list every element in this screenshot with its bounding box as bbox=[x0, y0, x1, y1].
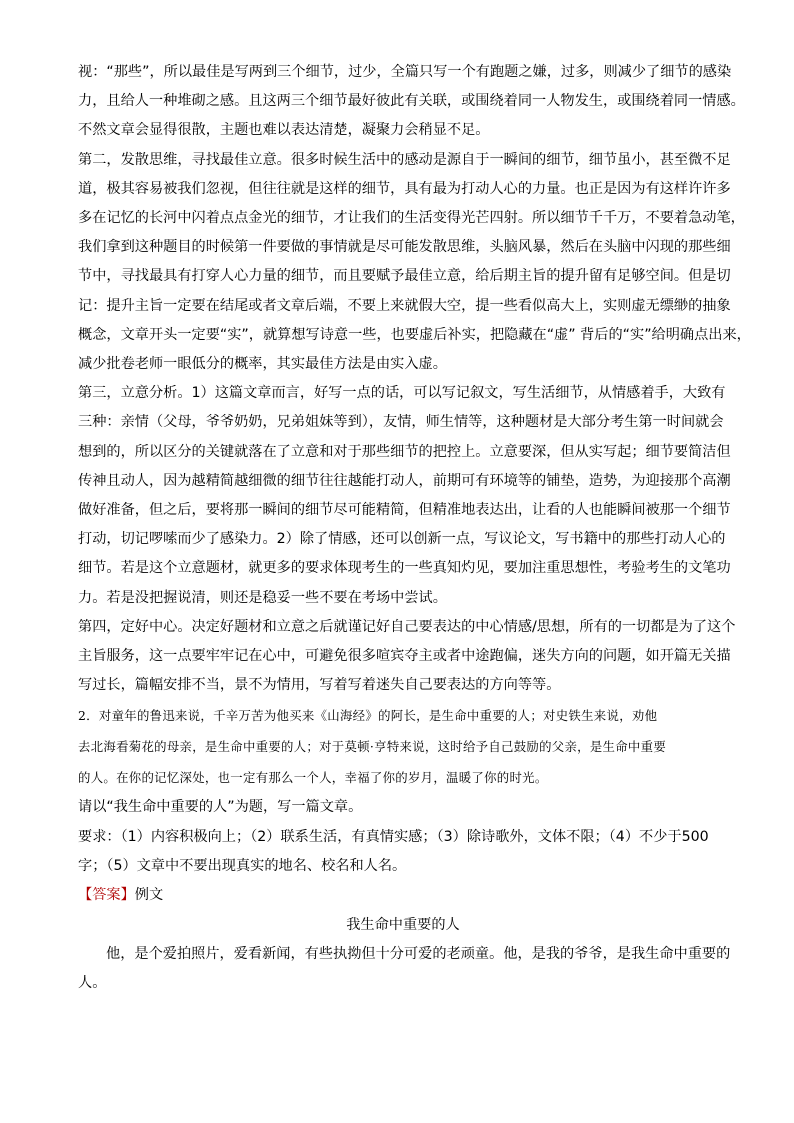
paragraph-detail-count bbox=[78, 58, 745, 146]
text-line: 打动，切记啰嗦而少了感染力。2）除了情感，还可以创新一点，写议论文，写书籍中的那些打动人心的 bbox=[78, 531, 726, 548]
text-line: 主旨服务，这一点要牢牢记在心中，可避免很多喧宾夺主或者中途跑偏，迷失方向的问题，如开篇无关描 bbox=[78, 648, 731, 665]
text-line: 道，极其容易被我们忽视，但往往就是这样的细节，具有最为打动人心的力量。也正是因为有这样许许多 bbox=[78, 180, 731, 197]
text-line: 我们拿到这种题目的时候第一件要做的事情就是尽可能发散思维，头脑风暴，然后在头脑中闪现的那些细 bbox=[78, 239, 731, 256]
text-line: 去北海看菊花的母亲，是生命中重要的人；对于莫顿·亨特来说，这时给予自己鼓励的父亲，是生命中重要 bbox=[78, 739, 667, 755]
text-line: 写过长，篇幅安排不当，景不为情用，写着写着迷失自己要表达的方向等等。 bbox=[78, 677, 561, 694]
text-line: 三种：亲情（父母，爷爷奶奶，兄弟姐妹等到），友情，师生情等，这种题材是大部分考生第一时间就会 bbox=[78, 414, 724, 431]
answer-heading bbox=[78, 881, 728, 910]
requirements bbox=[78, 823, 728, 881]
writing-prompt bbox=[78, 793, 728, 822]
text-line: 多在记忆的长河中闪着点点金光的细节，才让我们的生活变得光芒四射。所以细节千千万，不要着急动笔， bbox=[78, 210, 745, 227]
paragraph-third-point bbox=[78, 379, 731, 613]
text-line: 减少批卷老师一眼低分的概率，其实最佳方法是由实入虚。 bbox=[78, 356, 447, 373]
paragraph-fourth-point bbox=[78, 613, 736, 701]
answer-label: 例文 bbox=[134, 887, 164, 904]
text-line: 要求：（1）内容积极向上；（2）联系生活，有真情实感；（3）除诗歌外，文体不限；（4）不少于500 bbox=[78, 828, 709, 845]
text-line: 字；（5）文章中不要出现真实的地名、校名和人名。 bbox=[78, 857, 407, 874]
text-line: 概念，文章开头一定要“实”，就算想写诗意一些，也要虚后补实，把隐藏在“虚” 背后的“实”给明确点出来， bbox=[78, 326, 751, 343]
text-line: 细节。若是这个立意题材，就更多的要求体现考生的一些真知灼见，要加注重思想性，考验考生的文笔功 bbox=[78, 560, 731, 577]
answer-tag: 【答案】 bbox=[78, 887, 135, 904]
text-line: 节中，寻找最具有打穿人心力量的细节，而且要赋予最佳立意，给后期主旨的提升留有足够空间。但是切 bbox=[78, 268, 731, 285]
text-line: 视：“那些”，所以最佳是写两到三个细节，过少，全篇只写一个有跑题之嫌，过多，则减少了细节的感染 bbox=[78, 64, 732, 80]
text-line: 想到的，所以区分的关键就落在了立意和对于那些细节的把控上。立意要深，但从实写起；细节要简洁但 bbox=[78, 443, 731, 460]
text-line: 传神且动人，因为越精简越细微的细节往往越能打动人，前期可有环境等的铺垫，造势，为迎接那个高潮 bbox=[78, 472, 731, 489]
text-line: 第二，发散思维，寻找最佳立意。很多时候生活中的感动是源自于一瞬间的细节，细节虽小，甚至微不足 bbox=[78, 151, 731, 168]
text-line: 不然文章会显得很散，主题也难以表达清楚，凝聚力会稍显不足。 bbox=[78, 122, 490, 139]
essay-title: 我生命中重要的人 bbox=[346, 917, 460, 934]
text-line: 他，是个爱拍照片，爱看新闻，有些执拗但十分可爱的老顽童。他，是我的爷爷，是我生命中重要的 bbox=[106, 946, 731, 963]
essay-body bbox=[78, 940, 731, 998]
text-line: 的人。在你的记忆深处，也一定有那么一个人，幸福了你的岁月，温暖了你的时光。 bbox=[78, 770, 548, 786]
question-text bbox=[78, 700, 728, 793]
text-line: 力，且给人一种堆砌之感。且这两三个细节最好彼此有关联，或围绕着同一人物发生，或围绕着同一情感。 bbox=[78, 93, 745, 110]
text-line: 人。 bbox=[78, 975, 107, 992]
document-page bbox=[78, 58, 751, 999]
paragraph-second-point bbox=[78, 146, 751, 380]
text-line: 记：提升主旨一定要在结尾或者文章后端，不要上来就假大空，提一些看似高大上，实则虚无缥缈的抽象 bbox=[78, 297, 731, 314]
text-line: 2．对童年的鲁迅来说，千辛万苦为他买来《山海经》的阿长，是生命中重要的人；对史铁生来说，劝他 bbox=[78, 708, 658, 724]
text-line: 力。若是没把握说清，则还是稳妥一些不要在考场中尝试。 bbox=[78, 589, 447, 606]
text-line: 做好准备，但之后，要将那一瞬间的细节尽可能精简，但精准地表达出，让看的人也能瞬间被那一个细节 bbox=[78, 502, 731, 519]
text-line: 请以“我生命中重要的人”为题，写一篇文章。 bbox=[78, 799, 363, 816]
text-line: 第四，定好中心。决定好题材和立意之后就谨记好自己要表达的中心情感/思想，所有的一切都是为了这个 bbox=[78, 618, 736, 635]
text-line: 第三，立意分析。1）这篇文章而言，好写一点的话，可以写记叙文，写生活细节，从情感着手，大致有 bbox=[78, 385, 726, 402]
answer-line bbox=[78, 881, 728, 910]
